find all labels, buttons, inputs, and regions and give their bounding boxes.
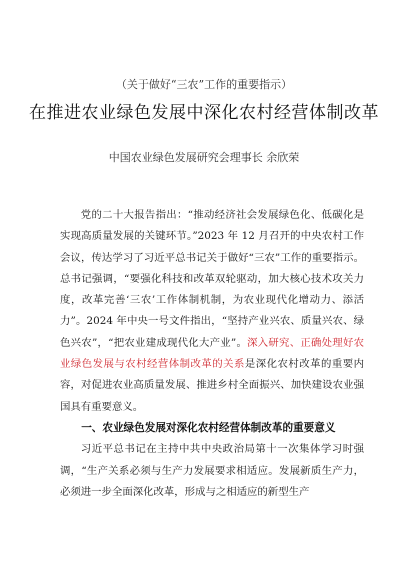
document-subtitle: （关于做好“三农”工作的重要指示）: [115, 78, 293, 91]
paragraph-1: [60, 205, 364, 418]
paragraph-1-highlight: 深入研究、正确处理好农业绿色发展与农村经营体制改革的关系: [60, 336, 364, 371]
section-1-heading: 一、农业绿色发展对深化农村经营体制改革的重要意义: [81, 421, 336, 434]
paragraph-1-text: 党的二十大报告指出：“推动经济社会发展绿色化、低碳化是实现高质量发展的关键环节。”2023 年 12 月召开的中央农村工作会议，传达学习了习近平总书记关于做好“三农”工作的重要指示。总书记强调，“要强化科技和改革双轮驱动，加大核心技术攻关力度，改革完善‘三农’工作体制机制，为农业现代化增动力、添活力”。2024 年中央一号文件指出，“坚持产业兴农、质量兴农、绿色兴农”，“把农业建成现代化大产业”。: [60, 209, 364, 349]
document-author: 中国农业绿色发展研究会理事长 余欣荣: [108, 151, 300, 164]
document-body: [60, 205, 364, 503]
document-title: 在推进农业绿色发展中深化农村经营体制改革: [29, 103, 379, 123]
paragraph-2: 习近平总书记在主持中共中央政治局第十一次集体学习时强调，“生产关系必须与生产力发展要求相适应。发展新质生产力，必须进一步全面深化改革，形成与之相适应的新型生产: [60, 443, 364, 498]
paragraph-1-continuation: 是深化农村改革的重要内容，对促进农业高质量发展、推进乡村全面振兴、加快建设农业强国具有重要意义。: [60, 358, 365, 413]
